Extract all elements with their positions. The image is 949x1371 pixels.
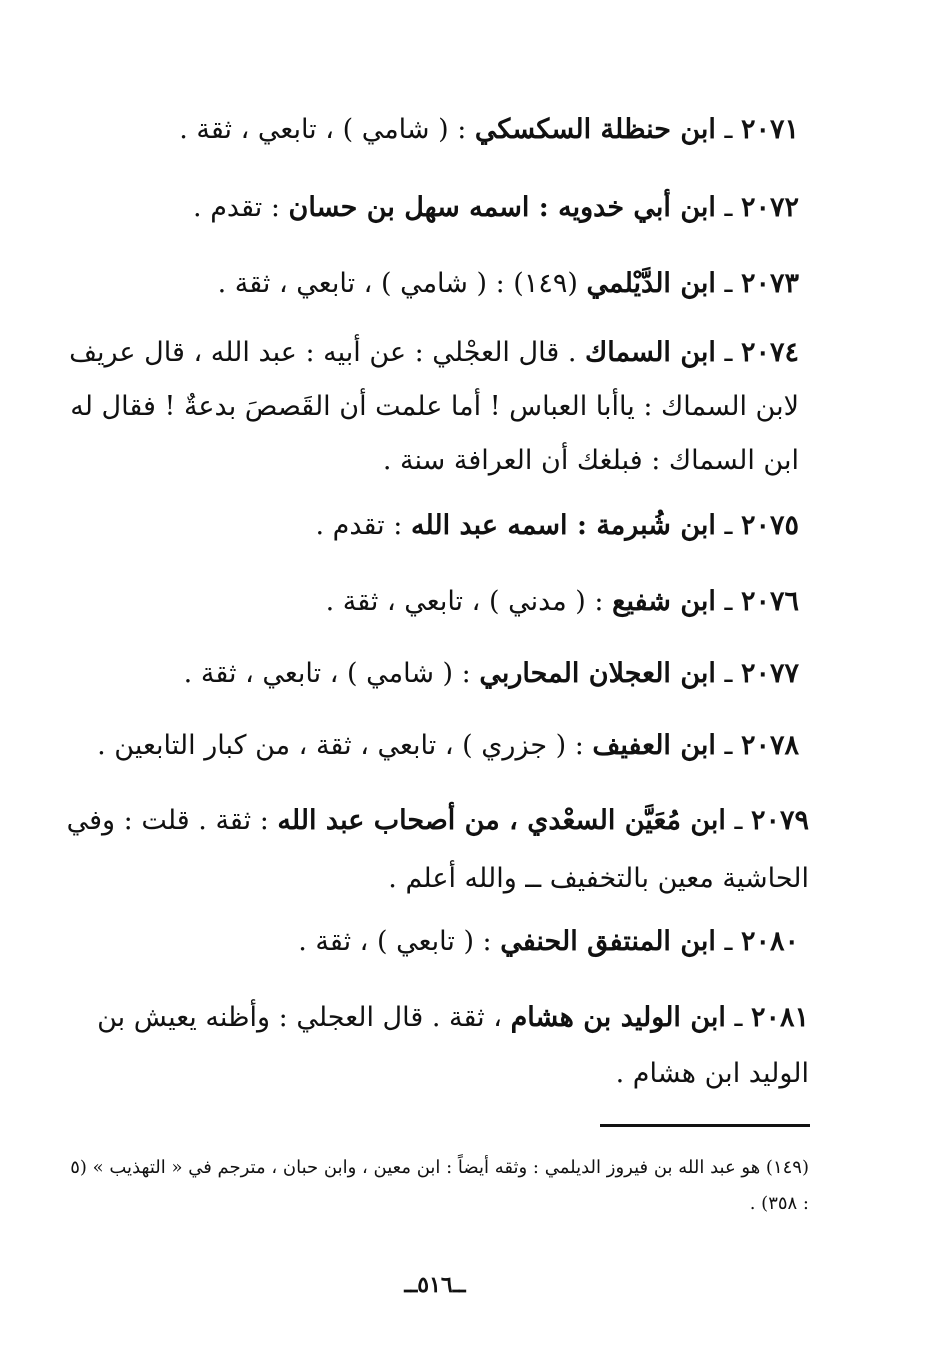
- entry-name: ابن أبي خدويه : اسمه سهل بن حسان: [288, 192, 716, 223]
- entry-name: ابن الدَّيْلمي: [586, 268, 716, 299]
- entry-number: ٢٠٧٦: [740, 586, 799, 617]
- entry-text: : ( تابعي ) ، ثقة .: [298, 926, 492, 957]
- entry-2077: ٢٠٧٧ ـ ابن العجلان المحاربي : ( شامي ) ، تابعي ، ثقة .: [183, 658, 799, 689]
- entry-number: ٢٠٧٧: [740, 658, 799, 689]
- entry-2081: ٢٠٨١ ـ ابن الوليد بن هشام ، ثقة . قال العجلي : وأظنه يعيش بن الوليد ابن هشام .: [97, 1002, 809, 1089]
- entry-2075: ٢٠٧٥ ـ ابن شُبرمة : اسمه عبد الله : تقدم .: [315, 510, 799, 541]
- footnote-divider: [600, 1124, 810, 1127]
- entry-2074: ٢٠٧٤ ـ ابن السماك . قال العجْلي : عن أبيه : عبد الله ، قال عريف لابن السماك : ياأبا العباس ! أما علمت أن القَصصَ بدعةٌ ! فقال له ابن السماك : فبلغك أن العرافة سنة .: [69, 337, 799, 476]
- entry-text: : ( جزري ) ، تابعي ، ثقة ، من كبار التابعين .: [97, 730, 584, 761]
- entry-2072: ٢٠٧٢ ـ ابن أبي خدويه : اسمه سهل بن حسان : تقدم .: [193, 192, 799, 223]
- entry-text: : ثقة . قلت : وفي الحاشية معين بالتخفيف ــ والله أعلم .: [66, 805, 809, 894]
- entry-text: : ( شامي ) ، تابعي ، ثقة .: [183, 658, 471, 689]
- entry-2076: ٢٠٧٦ ـ ابن شفيع : ( مدني ) ، تابعي ، ثقة .: [325, 586, 799, 617]
- entry-number: ٢٠٧٨: [740, 730, 799, 761]
- entry-name: ابن العفيف: [592, 730, 716, 761]
- entry-number: ٢٠٧٤: [740, 337, 799, 368]
- entry-2079: ٢٠٧٩ ـ ابن مُعَيَّن السعْدي ، من أصحاب عبد الله : ثقة . قلت : وفي الحاشية معين بالتخفيف ــ والله أعلم .: [66, 805, 809, 894]
- entry-text: (١٤٩) : ( شامي ) ، تابعي ، ثقة .: [217, 268, 578, 299]
- entry-2071: ٢٠٧١ ـ ابن حنظلة السكسكي : ( شامي ) ، تابعي ، ثقة .: [179, 114, 799, 145]
- entry-name: ابن السماك: [585, 337, 716, 368]
- page-number: ــ٥١٦ــ: [404, 1272, 466, 1298]
- entry-2073: ٢٠٧٣ ـ ابن الدَّيْلمي (١٤٩) : ( شامي ) ، تابعي ، ثقة .: [217, 268, 799, 299]
- entry-name: ابن المنتفق الحنفي: [500, 926, 716, 957]
- entry-number: ٢٠٨٠: [740, 926, 799, 957]
- entry-text: : ( شامي ) ، تابعي ، ثقة .: [179, 114, 467, 145]
- entry-name: ابن حنظلة السكسكي: [474, 114, 716, 145]
- entry-text: : تقدم .: [193, 192, 280, 223]
- entry-number: ٢٠٧١: [740, 114, 799, 145]
- entry-text: . قال العجْلي : عن أبيه : عبد الله ، قال عريف لابن السماك : ياأبا العباس ! أما علمت أن القَصصَ بدعةٌ ! فقال له ابن السماك : فبلغك أن العرافة سنة .: [69, 337, 799, 476]
- entry-name: ابن الوليد بن هشام: [510, 1002, 726, 1033]
- entry-name: ابن العجلان المحاربي: [479, 658, 716, 689]
- entry-text: : تقدم .: [315, 510, 403, 541]
- entry-2080: ٢٠٨٠ ـ ابن المنتفق الحنفي : ( تابعي ) ، ثقة .: [298, 926, 799, 957]
- entry-2078: ٢٠٧٨ ـ ابن العفيف : ( جزري ) ، تابعي ، ثقة ، من كبار التابعين .: [97, 730, 799, 761]
- entry-number: ٢٠٨١: [750, 1002, 809, 1033]
- entry-name: ابن مُعَيَّن السعْدي ، من أصحاب عبد الله: [277, 805, 726, 836]
- entry-number: ٢٠٧٩: [750, 805, 809, 836]
- entry-number: ٢٠٧٣: [740, 268, 799, 299]
- entry-text: : ( مدني ) ، تابعي ، ثقة .: [325, 586, 604, 617]
- entry-name: ابن شفيع: [612, 586, 716, 617]
- entry-number: ٢٠٧٥: [740, 510, 799, 541]
- entry-text: ، ثقة . قال العجلي : وأظنه يعيش بن الوليد ابن هشام .: [97, 1002, 809, 1089]
- entry-number: ٢٠٧٢: [740, 192, 799, 223]
- entry-name: ابن شُبرمة : اسمه عبد الله: [410, 510, 716, 541]
- footnote: (١٤٩) هو عبد الله بن فيروز الديلمي : وثقه أيضاً : ابن معين ، وابن حبان ، مترجم في « التهذيب » (٥ : ٣٥٨) .: [70, 1157, 809, 1214]
